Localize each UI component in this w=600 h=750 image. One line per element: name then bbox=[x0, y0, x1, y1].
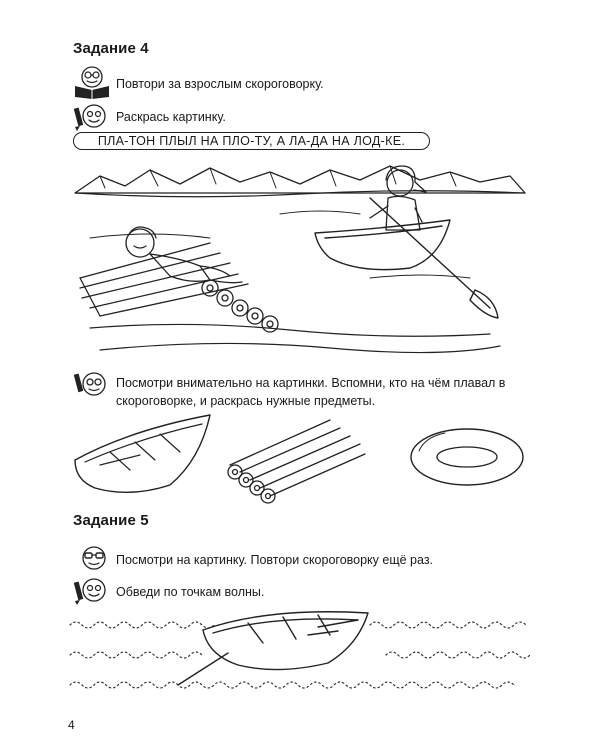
swim-ring-picture bbox=[405, 425, 530, 490]
book-reading-smiley-icon bbox=[72, 64, 112, 100]
pencil-smiley-icon bbox=[72, 576, 112, 606]
raft-and-boat-illustration bbox=[70, 158, 530, 358]
task4-title: Задание 4 bbox=[73, 40, 149, 57]
tongue-twister-box: ПЛА-ТОН ПЛЫЛ НА ПЛО-ТУ, А ЛА-ДА НА ЛОД-КЕ. bbox=[73, 132, 430, 150]
pencil-smiley-icon bbox=[72, 102, 112, 132]
page-number: 4 bbox=[68, 718, 75, 732]
glasses-smiley-icon bbox=[72, 544, 112, 574]
task4-instruction-repeat: Повтори за взрослым скороговорку. bbox=[116, 77, 324, 91]
raft-picture bbox=[210, 410, 370, 510]
task4-instruction-look: Посмотри внимательно на картинки. Вспомни, кто на чём плавал в скороговорке, и раскрась нужные предметы. bbox=[116, 376, 506, 408]
task5-title: Задание 5 bbox=[73, 512, 149, 529]
rowing-boat-picture bbox=[70, 410, 220, 500]
task4-instruction-color: Раскрась картинку. bbox=[116, 110, 226, 124]
glasses-smiley-icon bbox=[72, 370, 112, 400]
wave-tracing-exercise[interactable] bbox=[68, 605, 532, 700]
task5-instruction-look: Посмотри на картинку. Повтори скороговорку ещё раз. bbox=[116, 553, 434, 567]
task5-instruction-trace: Обведи по точкам волны. bbox=[116, 585, 265, 599]
